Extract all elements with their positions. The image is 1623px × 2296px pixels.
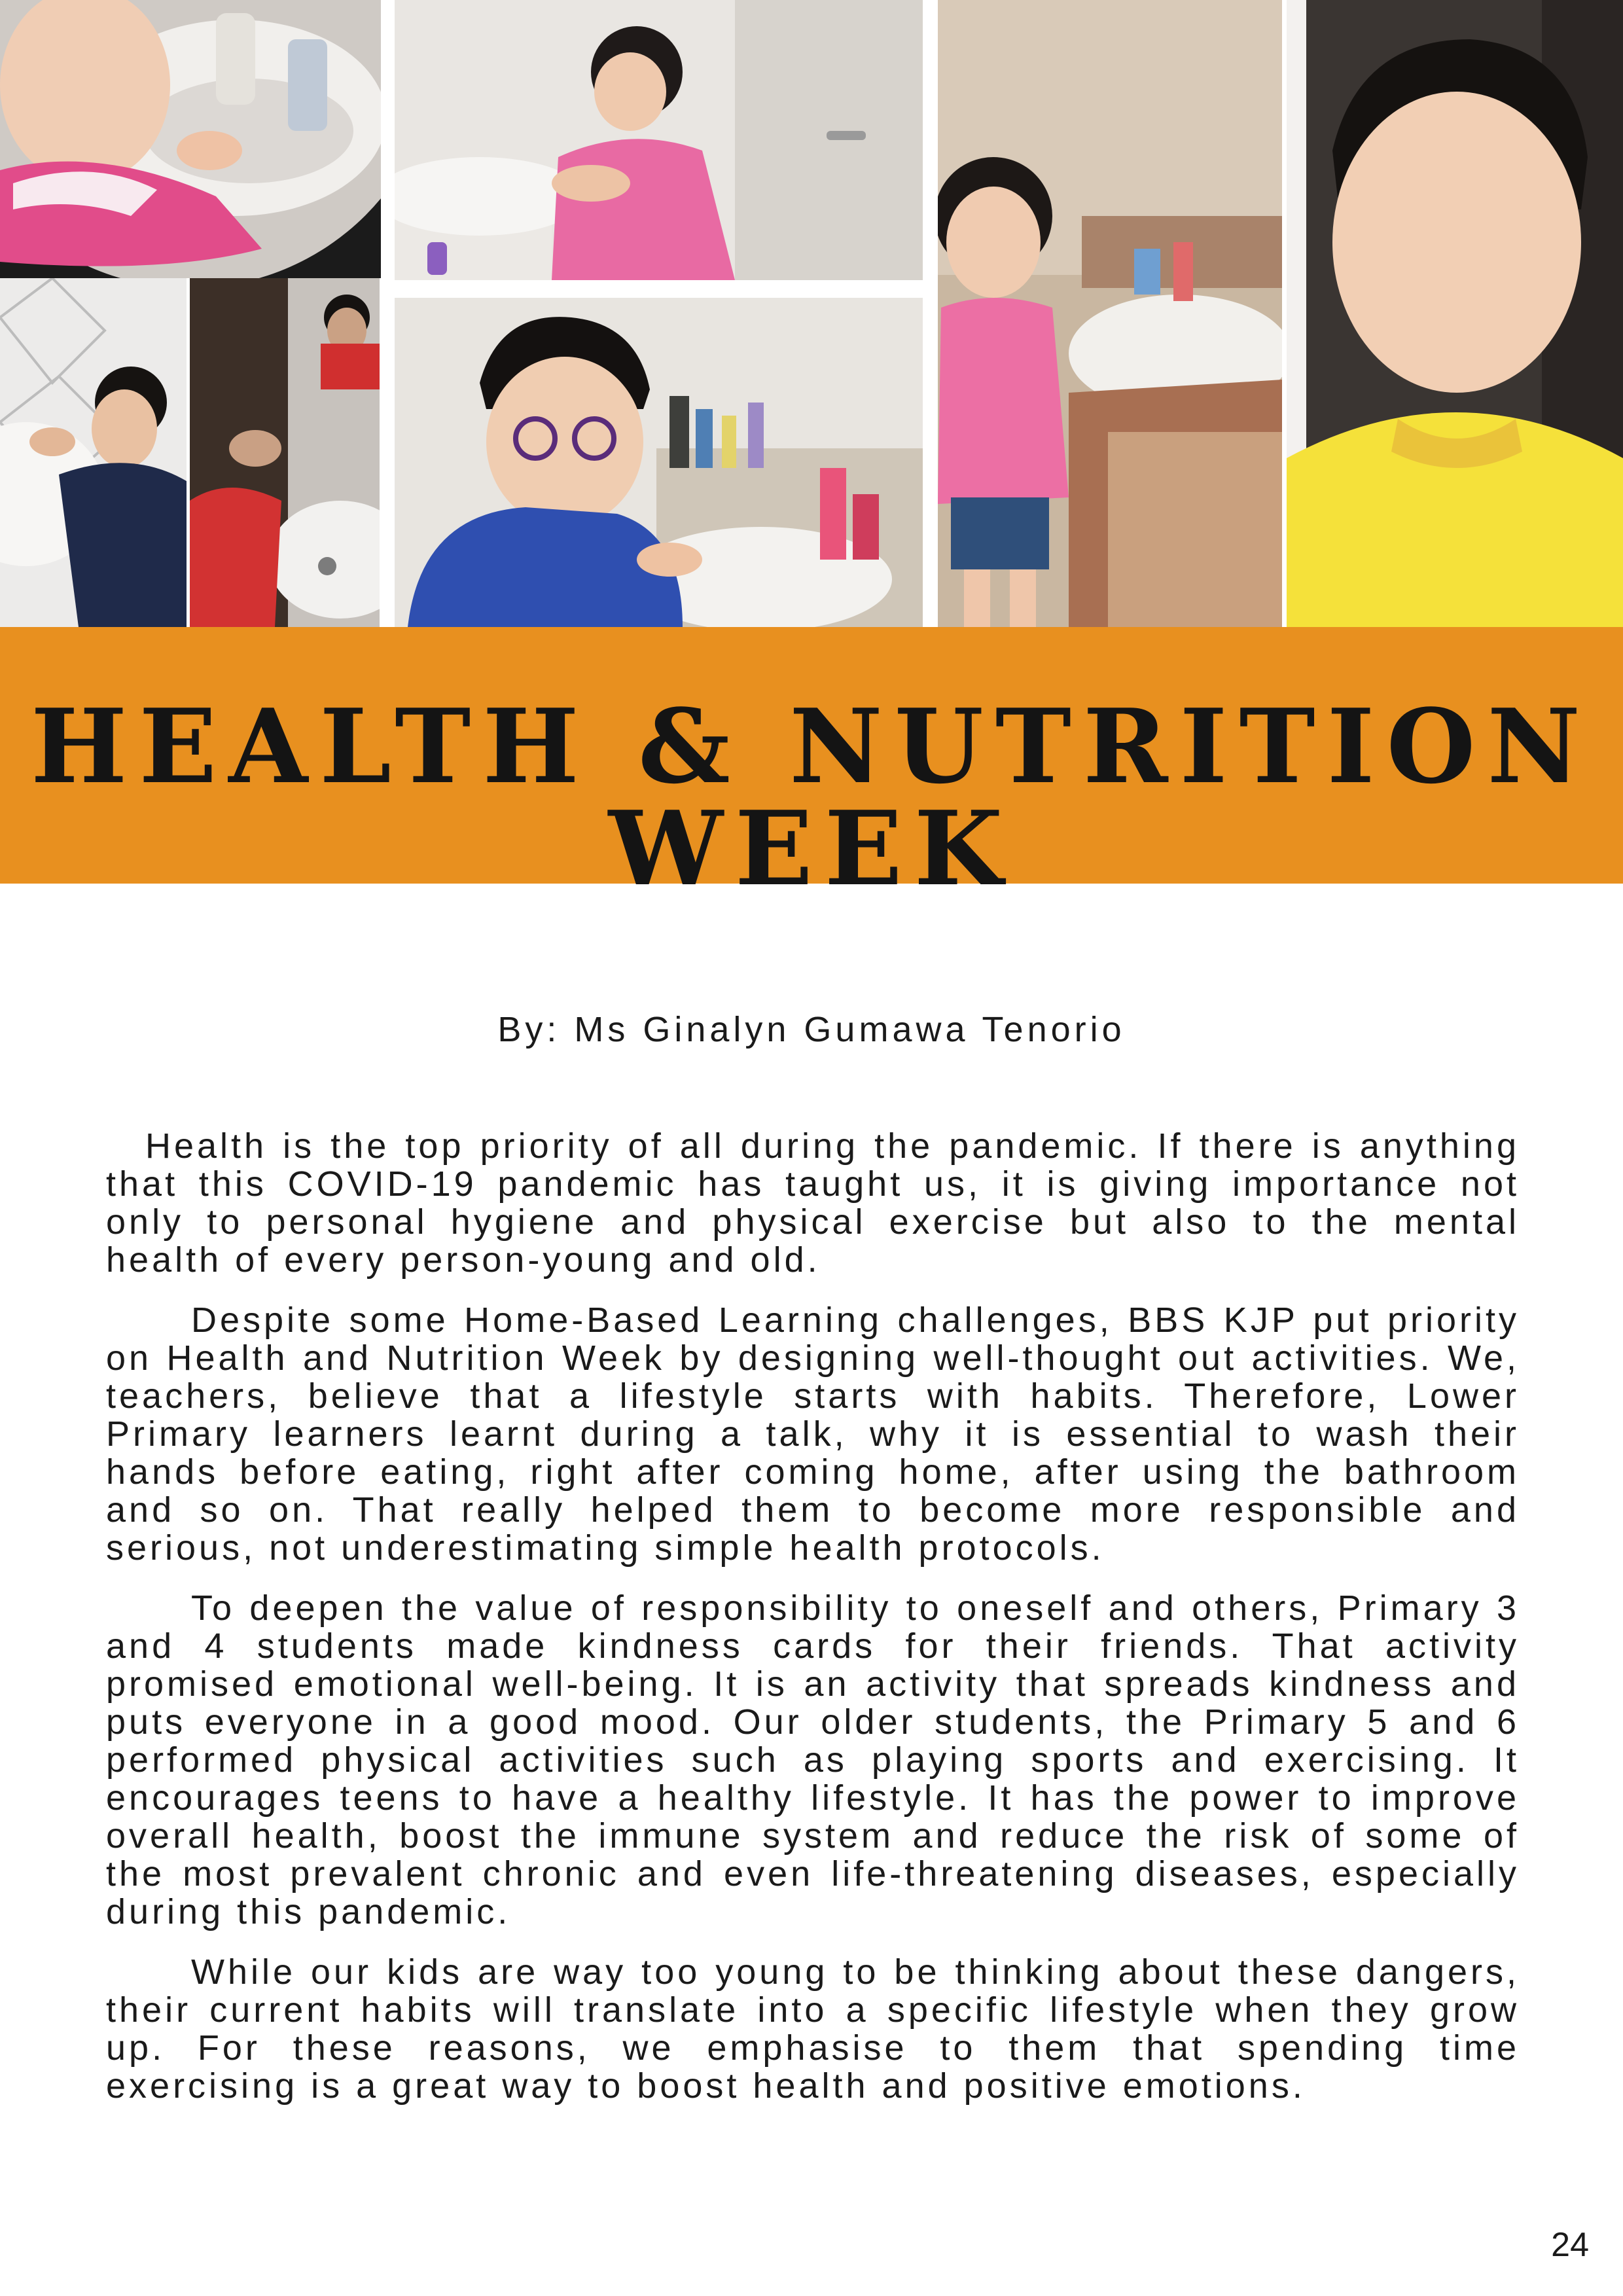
title-banner bbox=[0, 627, 1623, 908]
article-paragraph: Despite some Home-Based Learning challenges, BBS KJP put priority on Health and Nutrition Week by designing well-thought out activities. We, teachers, believe that a lifestyle starts with habits. Therefore, Lower Primary learners learnt during a talk, why it is essential to wash their hands before eating, right after coming home, after using the bathroom and so on. That really helped them to become more responsible and serious, not underestimating simple health protocols. bbox=[106, 1300, 1520, 1568]
article-paragraph: Health is the top priority of all during the pandemic. If there is anything that this COVID-19 pandemic has taught us, it is giving importance not only to personal hygiene and physical exercise but also to the mental health of every person-young and old. bbox=[106, 1126, 1520, 1280]
photo-girl-pink-standing-bathroom bbox=[938, 0, 1282, 627]
photo-boy-glasses-blue-shirt bbox=[395, 298, 923, 627]
author-byline: By: Ms Ginalyn Gumawa Tenorio bbox=[497, 1010, 1126, 1049]
photo-collage bbox=[0, 0, 1623, 627]
article-paragraph: To deepen the value of responsibility to oneself and others, Primary 3 and 4 students made kindness cards for their friends. That activity promised emotional well-being. It is an activity that spreads kindness and puts everyone in a good mood. Our older students, the Primary 5 and 6 performed physical activities such as playing sports and exercising. It encourages teens to have a healthy lifestyle. It has the power to improve overall health, boost the immune system and reduce the risk of some of the most prevalent chronic and even life-threatening diseases, especially during this pandemic. bbox=[106, 1588, 1520, 1931]
photo-boy-red-shirt-mirror bbox=[190, 278, 380, 627]
photo-girl-pink-handwash-circle bbox=[0, 0, 381, 278]
photo-girl-pink-sink-room bbox=[395, 0, 923, 280]
page-number: 24 bbox=[1551, 2226, 1589, 2264]
photo-boy-navy-shirt-sink bbox=[0, 278, 187, 627]
article-body bbox=[106, 1127, 1520, 2127]
article-paragraph: While our kids are way too young to be thinking about these dangers, their current habits will translate into a specific lifestyle when they grow up. For these reasons, we emphasise to them that spending time exercising is a great way to boost health and positive emotions. bbox=[106, 1952, 1520, 2106]
page-title: HEALTH & NUTRITION WEEK bbox=[30, 687, 1593, 908]
photo-boy-yellow-shirt bbox=[1287, 0, 1623, 627]
